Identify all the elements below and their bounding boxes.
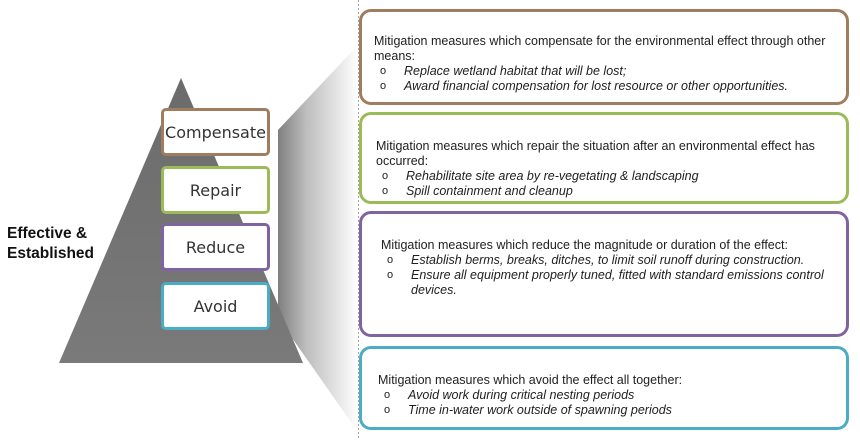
bullet-icon: o (387, 254, 394, 266)
desc-compensate-list (374, 64, 834, 94)
bullet-icon: o (384, 404, 391, 416)
desc-avoid-item: o Time in-water work outside of spawning periods (384, 403, 672, 417)
level-repair (161, 166, 270, 214)
level-compensate (161, 108, 270, 156)
desc-compensate-item: o Replace wetland habitat that will be lost; (380, 64, 627, 78)
level-reduce (161, 223, 270, 271)
bullet-icon: o (382, 170, 389, 182)
projection-beam (278, 45, 358, 432)
desc-compensate-item: o Award financial compensation for lost resource or other opportunities. (380, 79, 789, 93)
desc-reduce-item: o Ensure all equipment properly tuned, fitted with standard emissions control devices. (387, 268, 824, 297)
desc-repair-list (376, 169, 830, 199)
side-label-line2: Established (7, 245, 94, 262)
desc-reduce (359, 211, 849, 337)
level-compensate-label: Compensate (165, 122, 266, 142)
desc-avoid-item: o Avoid work during critical nesting periods (384, 388, 635, 402)
desc-compensate (359, 9, 849, 105)
level-reduce-label: Reduce (185, 237, 246, 257)
desc-reduce-list (381, 253, 830, 298)
desc-repair (359, 112, 849, 204)
desc-avoid-intro: Mitigation measures which avoid the effect all together: (378, 373, 683, 387)
desc-reduce-item: o Establish berms, breaks, ditches, to limit soil runoff during construction. (387, 253, 805, 267)
bullet-icon: o (380, 65, 387, 77)
desc-avoid (359, 346, 849, 430)
desc-compensate-intro: Mitigation measures which compensate for the environmental effect through other means: (374, 34, 826, 63)
bullet-icon: o (380, 80, 387, 92)
desc-repair-item: o Spill containment and cleanup (382, 184, 573, 198)
bullet-icon: o (384, 389, 391, 401)
level-repair-label: Repair (189, 180, 242, 200)
desc-repair-item: o Rehabilitate site area by re-vegetating & landscaping (382, 169, 699, 183)
level-avoid-label: Avoid (193, 296, 238, 316)
bullet-icon: o (382, 185, 389, 197)
desc-repair-intro: Mitigation measures which repair the situation after an environmental effect has occurred: (376, 139, 815, 168)
desc-reduce-intro: Mitigation measures which reduce the magnitude or duration of the effect: (381, 238, 788, 252)
side-label (7, 224, 94, 264)
side-label-line1: Effective & (7, 225, 88, 242)
desc-avoid-list (378, 388, 830, 418)
level-avoid (161, 282, 270, 330)
bullet-icon: o (387, 269, 394, 281)
